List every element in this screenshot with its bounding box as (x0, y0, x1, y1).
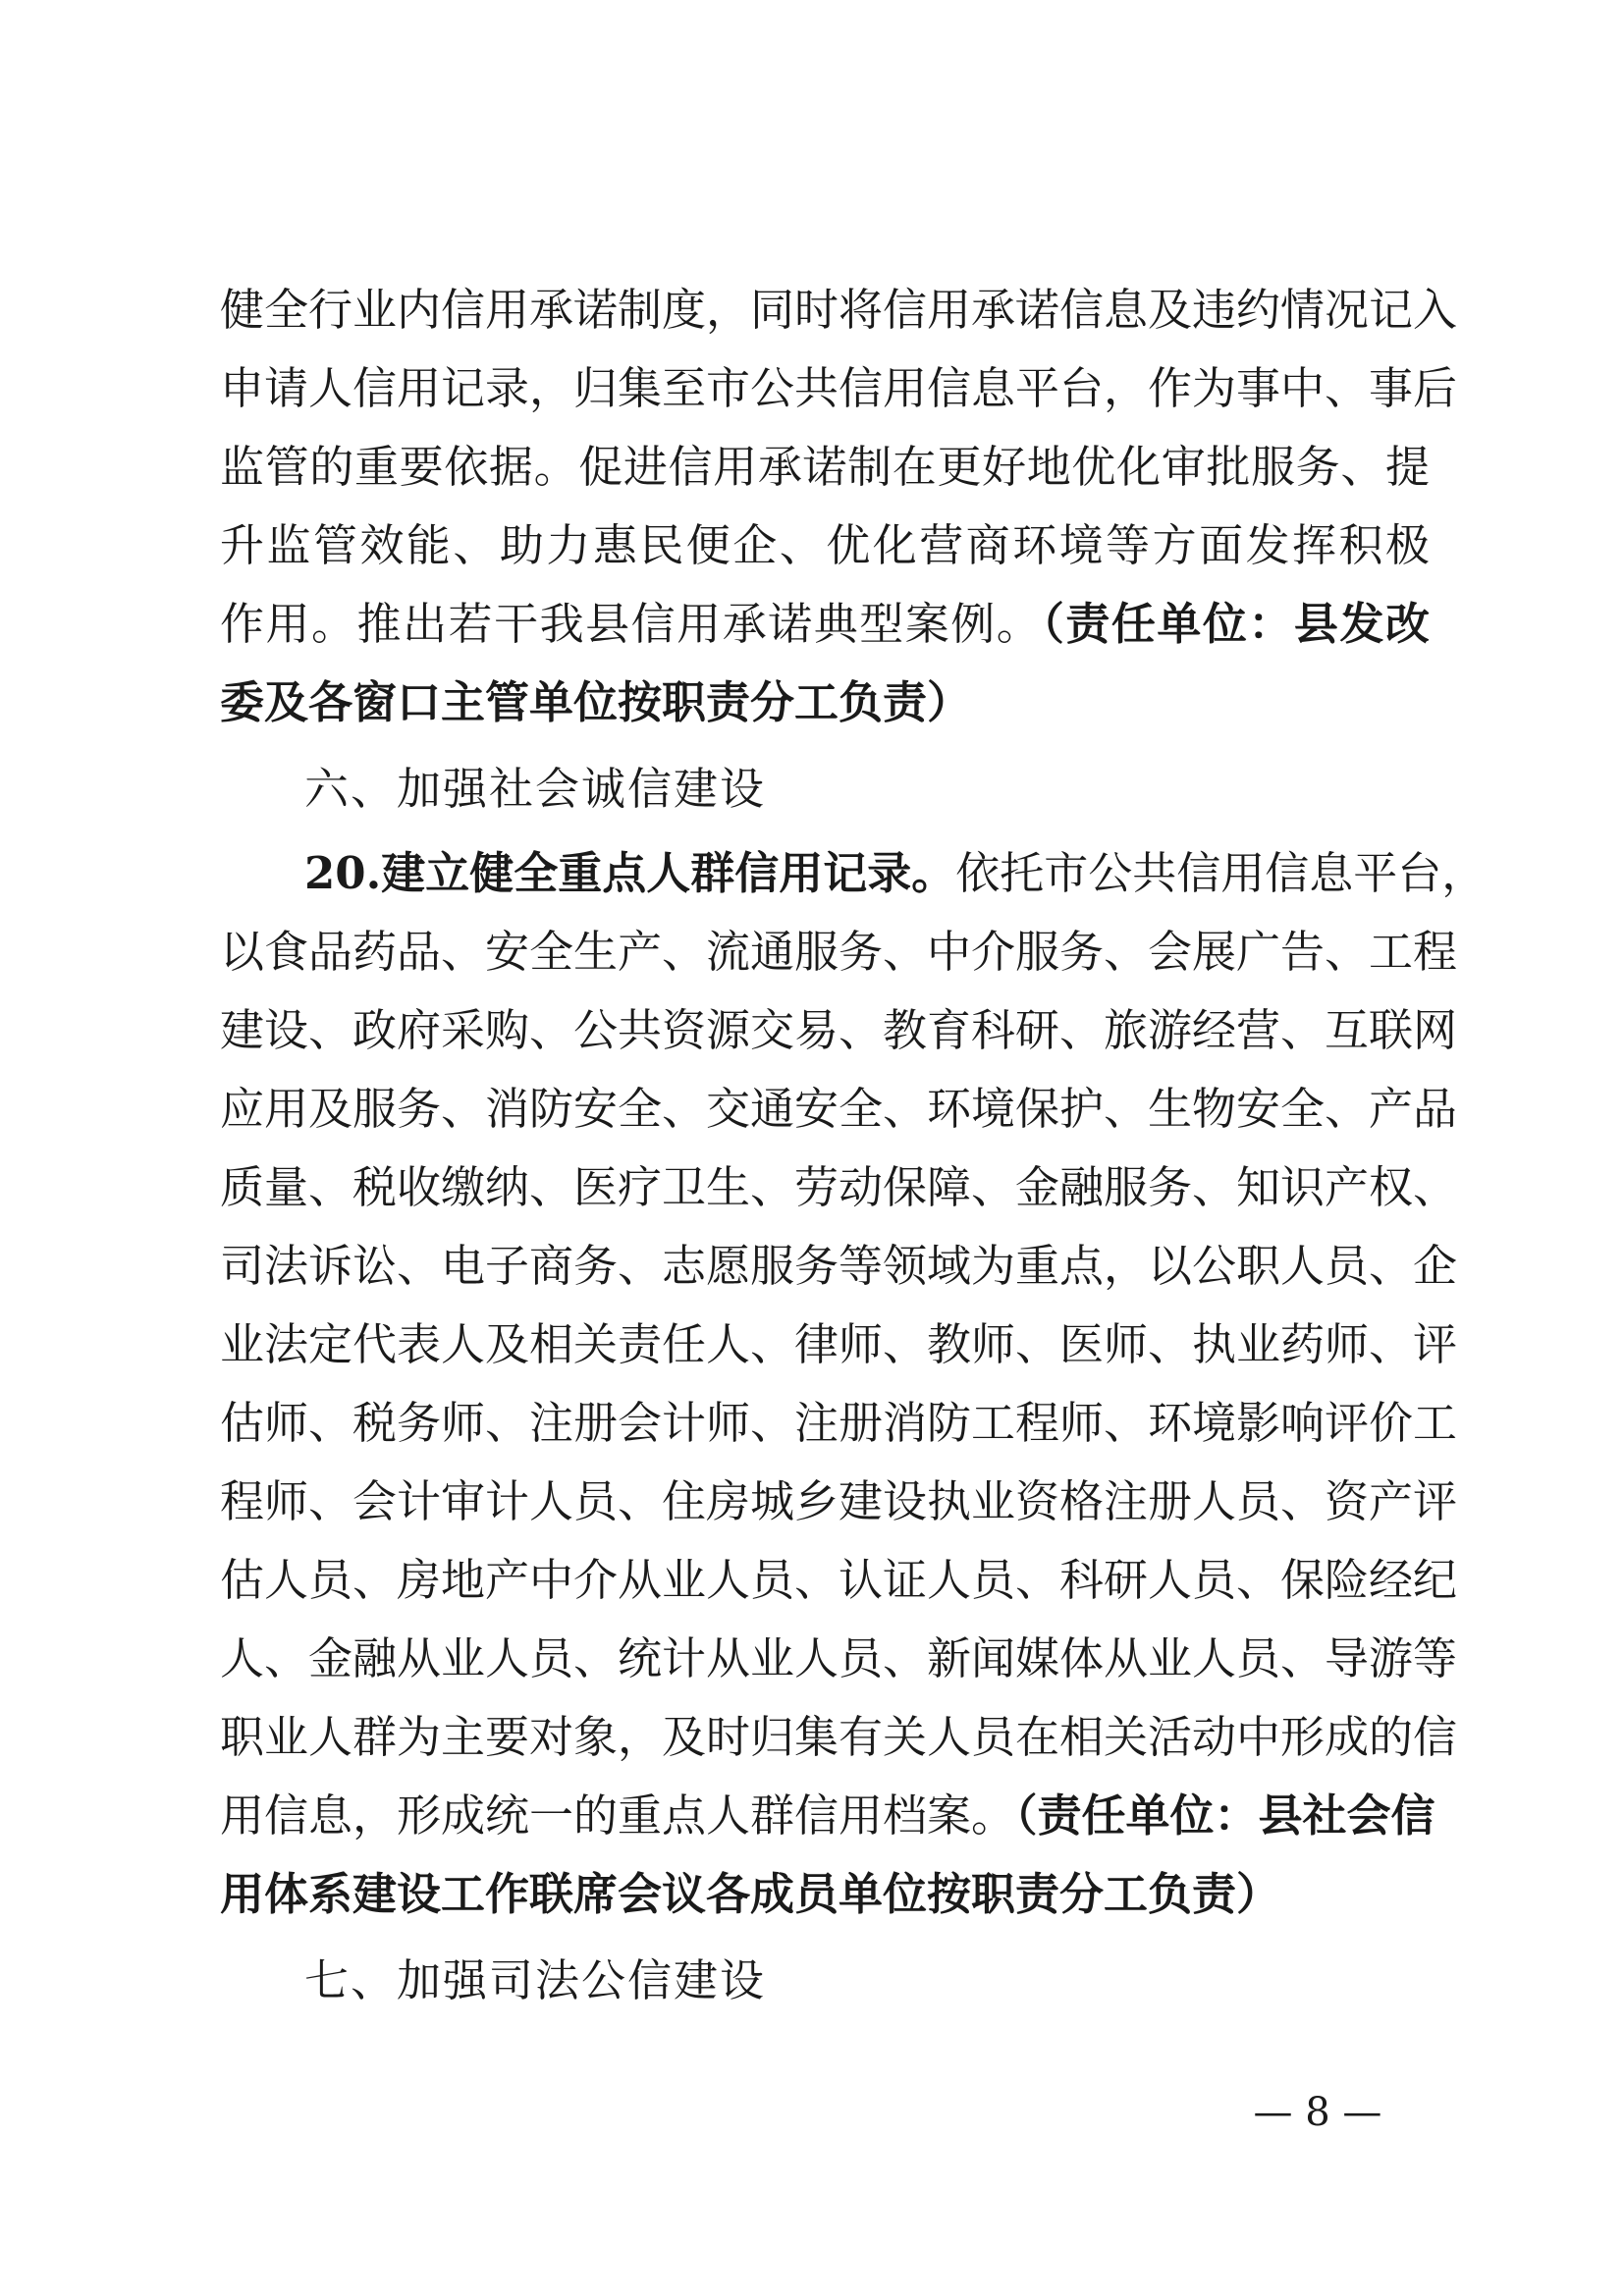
text: 用信息，形成统一的重点人群信用档案。 (220, 1789, 1016, 1842)
text: 业法定代表人及相关责任人、律师、教师、医师、执业药师、评 (220, 1318, 1458, 1370)
text: 司法诉讼、电子商务、志愿服务等领域为重点，以公职人员、企 (220, 1240, 1458, 1292)
text: 建设、政府采购、公共资源交易、教育科研、旅游经营、互联网 (220, 1004, 1458, 1056)
paragraph-line (220, 1227, 1458, 1306)
item-title: 20.建立健全重点人群信用记录。 (304, 847, 956, 899)
paragraph-line (220, 507, 1430, 585)
paragraph-line (220, 1384, 1458, 1463)
text: 以食品药品、安全生产、流通服务、中介服务、会展广告、工程 (220, 926, 1458, 978)
text: 估师、税务师、注册会计师、注册消防工程师、环境影响评价工 (220, 1397, 1458, 1449)
text: 升监管效能、助力惠民便企、优化营商环境等方面发挥积极 (220, 519, 1430, 571)
text: 质量、税收缴纳、医疗卫生、劳动保障、金融服务、知识产权、 (220, 1161, 1458, 1213)
paragraph-line (220, 349, 1458, 428)
paragraph-line (220, 991, 1458, 1070)
paragraph-line (220, 1620, 1458, 1698)
paragraph-line (220, 1070, 1458, 1148)
responsible-unit-text: （责任单位：县社会信 (1015, 1789, 1435, 1842)
page-number: — 8 — (1253, 2090, 1382, 2135)
paragraph-line (304, 834, 1487, 913)
paragraph-line (220, 1698, 1458, 1777)
text: 估人员、房地产中介从业人员、认证人员、科研人员、保险经纪 (220, 1554, 1458, 1606)
responsible-unit-text: （责任单位：县发改 (1042, 598, 1430, 650)
paragraph-line (220, 271, 1458, 349)
responsible-unit-line (220, 1855, 1430, 1934)
paragraph-line (220, 1541, 1458, 1620)
text: 申请人信用记录，归集至市公共信用信息平台，作为事中、事后 (220, 362, 1458, 414)
paragraph-line (220, 585, 1430, 664)
responsible-unit-text: 用体系建设工作联席会议各成员单位按职责分工负责） (220, 1868, 1281, 1920)
text: 人、金融从业人员、统计从业人员、新闻媒体从业人员、导游等 (220, 1632, 1458, 1684)
responsible-unit-line (220, 664, 1430, 742)
paragraph-line (220, 913, 1458, 991)
text: 程师、会计审计人员、住房城乡建设执业资格注册人员、资产评 (220, 1475, 1458, 1527)
text: 作用。推出若干我县信用承诺典型案例。 (220, 598, 1043, 650)
paragraph-line (220, 428, 1430, 507)
text: 职业人群为主要对象，及时归集有关人员在相关活动中形成的信 (220, 1711, 1458, 1763)
text: 监管的重要依据。促进信用承诺制在更好地优化审批服务、提 (220, 441, 1430, 493)
paragraph-line (220, 1306, 1458, 1384)
paragraph-line (220, 1148, 1458, 1227)
text: 应用及服务、消防安全、交通安全、环境保护、生物安全、产品 (220, 1083, 1458, 1135)
text: 健全行业内信用承诺制度，同时将信用承诺信息及违约情况记入 (220, 284, 1458, 336)
responsible-unit-text: 委及各窗口主管单位按职责分工负责） (220, 676, 972, 728)
paragraph-line (220, 1463, 1458, 1541)
section-heading: 六、加强社会诚信建设 (304, 763, 767, 815)
paragraph-line (220, 1777, 1435, 1855)
section-heading: 七、加强司法公信建设 (304, 1954, 767, 2006)
text: 依托市公共信用信息平台， (955, 847, 1487, 899)
